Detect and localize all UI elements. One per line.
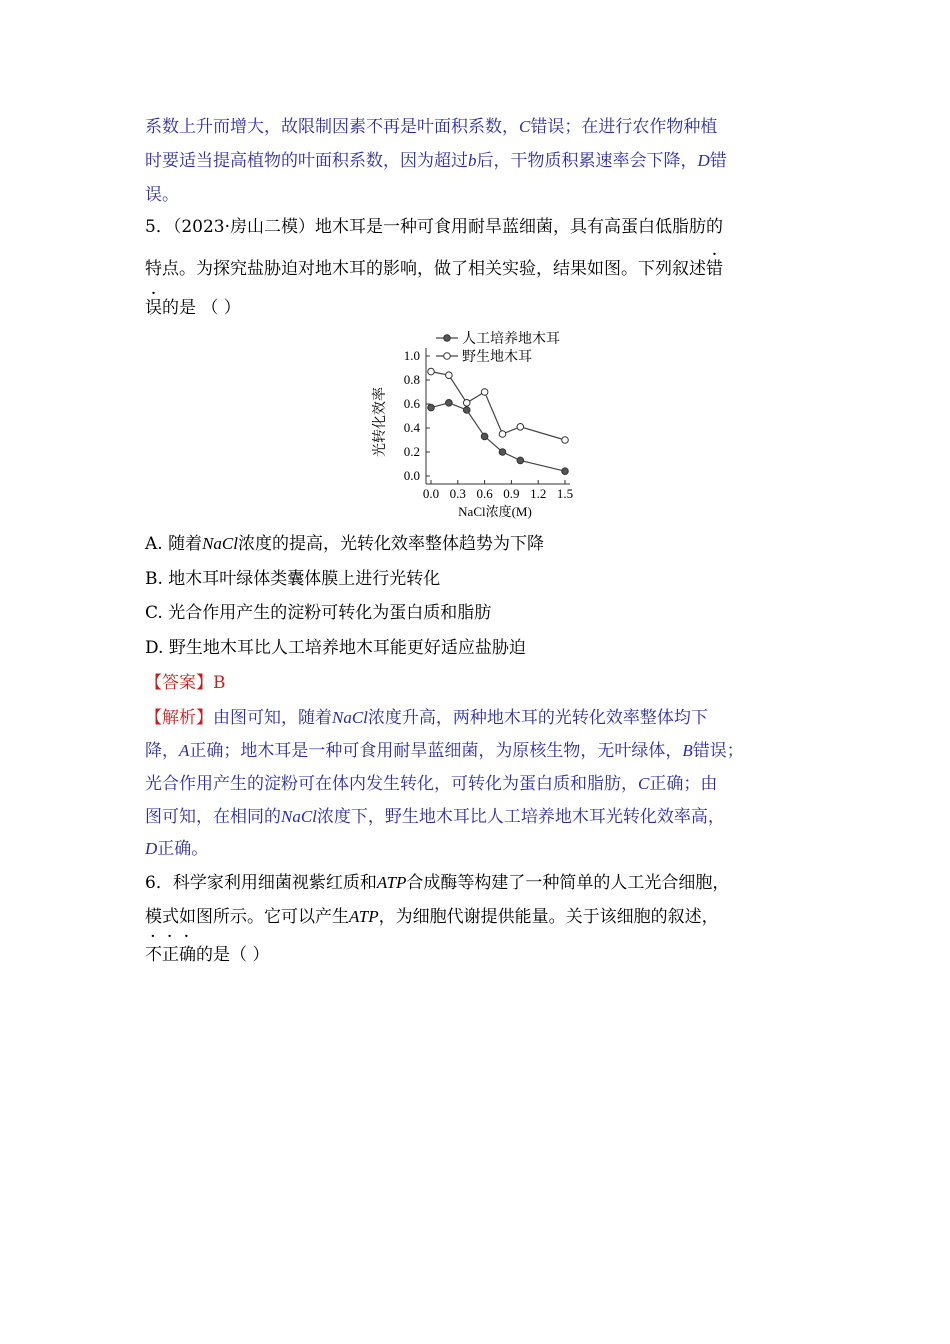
explanation-line-1: 系数上升而增大，故限制因素不再是叶面积系数，C错误；在进行农作物种植 xyxy=(145,117,718,137)
legend-marker xyxy=(444,335,451,342)
emphasis-dot-text: 错 xyxy=(706,259,723,279)
emphasis-dots: ··· xyxy=(150,926,201,947)
y-tick-label: 1.0 xyxy=(403,348,420,363)
y-tick-label: 0.4 xyxy=(403,420,420,435)
data-point xyxy=(446,372,453,379)
question-5-line-3: 误的是 （ ） xyxy=(145,298,241,318)
x-tick-label: 1.5 xyxy=(556,486,574,501)
legend-label: 人工培养地木耳 xyxy=(462,332,560,347)
data-point xyxy=(562,437,569,444)
analysis-line-1: 【解析】由图可知，随着NaCl浓度升高，两种地木耳的光转化效率整体均下 xyxy=(145,708,708,728)
y-tick-label: 0.8 xyxy=(403,372,420,387)
analysis-line-4: 图可知，在相同的NaCl浓度下，野生地木耳比人工培养地木耳光转化效率高， xyxy=(145,807,725,827)
series-line-1 xyxy=(431,403,565,471)
analysis-line-2: 降，A正确；地木耳是一种可食用耐旱蓝细菌，为原核生物，无叶绿体，B错误； xyxy=(145,741,744,761)
x-axis-label: NaCl浓度(M) xyxy=(458,504,532,519)
chart-axes xyxy=(426,348,570,484)
x-tick-label: 0.3 xyxy=(449,486,466,501)
data-point xyxy=(428,368,435,375)
x-tick-label: 1.2 xyxy=(530,486,547,501)
chart-legend xyxy=(436,330,560,365)
question-5-line-2: 特点。为探究盐胁迫对地木耳的影响，做了相关实验，结果如图。下列叙述错 xyxy=(145,259,723,279)
option-a[interactable]: A. 随着NaCl浓度的提高，光转化效率整体趋势为下降 xyxy=(145,534,544,554)
explanation-line-2: 时要适当提高植物的叶面积系数，因为超过b后，干物质积累速率会下降，D错 xyxy=(145,151,727,171)
option-c[interactable]: C. 光合作用产生的淀粉可转化为蛋白质和脂肪 xyxy=(145,603,492,623)
data-point xyxy=(428,404,435,411)
analysis-line-5: D正确。 xyxy=(145,839,209,859)
data-point xyxy=(463,407,470,414)
line-chart xyxy=(368,326,588,524)
question-6-line-3: 不正确的是（ ） xyxy=(145,945,270,965)
chart-series xyxy=(428,368,569,474)
option-d[interactable]: D. 野生地木耳比人工培养地木耳能更好适应盐胁迫 xyxy=(145,638,526,658)
y-tick-label: 0.0 xyxy=(403,468,420,483)
answer-line: 【答案】B xyxy=(145,673,226,693)
question-6-line-1: 6．科学家利用细菌视紫红质和ATP合成酶等构建了一种简单的人工光合细胞， xyxy=(145,873,730,893)
x-tick-label: 0.9 xyxy=(503,486,520,501)
question-6-line-2: 模式如图所示。它可以产生ATP，为细胞代谢提供能量。关于该细胞的叙述， xyxy=(145,907,719,927)
data-point xyxy=(562,468,569,475)
x-tick-label: 0.0 xyxy=(422,486,440,501)
data-point xyxy=(481,433,488,440)
emphasis-dot-text: 误 xyxy=(145,298,162,318)
legend-marker xyxy=(444,353,451,360)
legend-label: 野生地木耳 xyxy=(462,350,532,365)
y-tick-label: 0.2 xyxy=(403,444,420,459)
question-5-line-1: 5．（2023·房山二模）地木耳是一种可食用耐旱蓝细菌，具有高蛋白低脂肪的 xyxy=(145,217,723,237)
data-point xyxy=(463,400,470,407)
data-point xyxy=(517,424,524,431)
data-point xyxy=(499,449,506,456)
explanation-line-3: 误。 xyxy=(145,185,179,205)
data-point xyxy=(446,400,453,407)
x-tick-label: 0.6 xyxy=(476,486,493,501)
option-b[interactable]: B. 地木耳叶绿体类囊体膜上进行光转化 xyxy=(145,569,441,589)
y-axis-label: 光转化效率 xyxy=(373,387,388,457)
data-point xyxy=(481,389,488,396)
data-point xyxy=(499,431,506,438)
data-point xyxy=(517,457,524,464)
y-tick-label: 0.6 xyxy=(403,396,420,411)
emphasis-dot-text: 不正确 xyxy=(145,945,196,965)
analysis-line-3: 光合作用产生的淀粉可在体内发生转化，可转化为蛋白质和脂肪，C正确；由 xyxy=(145,774,718,794)
